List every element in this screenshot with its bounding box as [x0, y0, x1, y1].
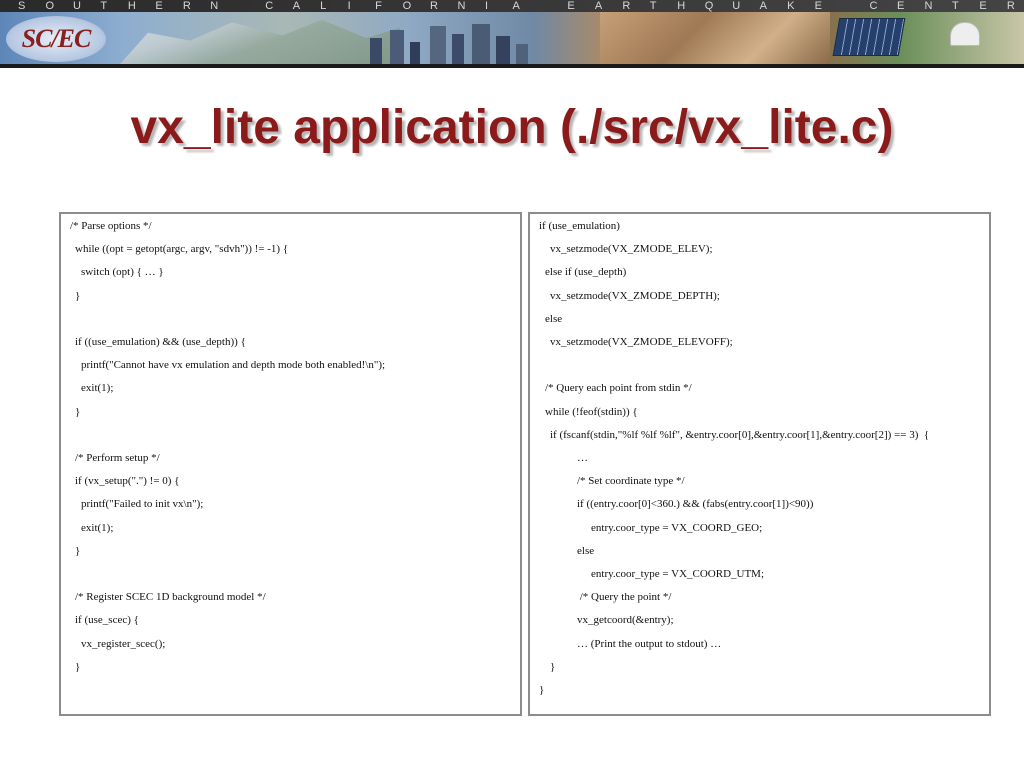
code-line: vx_setzmode(VX_ZMODE_ELEVOFF); [550, 336, 733, 348]
banner-letter: K [787, 0, 795, 12]
code-line: vx_setzmode(VX_ZMODE_DEPTH); [550, 289, 720, 302]
code-line: vx_setzmode(VX_ZMODE_ELEV); [550, 243, 713, 256]
banner-letter [540, 0, 541, 12]
banner-letter: E [567, 0, 575, 12]
rocks-people-image [600, 12, 830, 64]
banner-letter: R [622, 0, 631, 12]
gps-dome-image [950, 22, 980, 46]
banner-letter: A [759, 0, 767, 12]
code-line: if (vx_setup(".") != 0) { [75, 475, 180, 488]
code-line: else [577, 544, 595, 557]
solar-panel-image [833, 18, 906, 56]
code-line: … [577, 452, 588, 464]
mountain-image [120, 12, 400, 64]
banner-letter: N [457, 0, 466, 12]
banner-letter: C [265, 0, 274, 12]
code-line: exit(1); [81, 521, 114, 534]
banner-letter: T [649, 0, 657, 12]
code-line: printf("Cannot have vx emulation and depth mode both enabled!\n"); [81, 359, 386, 372]
code-line: /* Query each point from stdin */ [545, 382, 692, 395]
code-line: … (Print the output to stdout) … [577, 637, 722, 650]
banner-letter: N [924, 0, 933, 12]
banner-letter: A [512, 0, 520, 12]
code-line: } [75, 289, 81, 302]
code-line: if (fscanf(stdin,"%lf %lf %lf", &entry.coor[0],&entry.coor[1],&entry.coor[2]) == 3) { [550, 428, 930, 441]
left-code-box [59, 212, 522, 716]
banner-letter [842, 0, 843, 12]
code-line: } [550, 660, 556, 673]
banner-letter: A [594, 0, 603, 12]
code-line: /* Parse options */ [70, 220, 152, 232]
code-line: entry.coor_type = VX_COORD_UTM; [591, 568, 765, 580]
banner-letter: Q [704, 0, 714, 12]
banner-letter: I [484, 0, 489, 12]
banner-letter: H [127, 0, 136, 12]
banner-letter: A [292, 0, 301, 12]
code-line: printf("Failed to init vx\n"); [81, 498, 204, 511]
code-line: /* Register SCEC 1D background model */ [75, 591, 266, 604]
scec-logo: SC/EC [6, 16, 106, 62]
banner-letter: S [18, 0, 26, 12]
banner-letter: C [869, 0, 878, 12]
banner-letter: F [375, 0, 382, 12]
code-line: } [75, 405, 81, 418]
banner-letter: O [45, 0, 55, 12]
slide-title: vx_lite application (./src/vx_lite.c) [130, 101, 894, 154]
banner-letter: L [320, 0, 327, 12]
banner-photo-strip [0, 12, 1024, 64]
banner-letter: U [72, 0, 81, 12]
code-line: } [75, 660, 81, 673]
banner-letter: I [347, 0, 351, 12]
banner-letter: E [155, 0, 163, 12]
code-line: switch (opt) { … } [81, 266, 164, 279]
banner-text-bar [0, 0, 1024, 12]
code-line: /* Set coordinate type */ [577, 475, 685, 488]
right-code-box [528, 212, 991, 716]
banner-letter: E [979, 0, 987, 12]
banner-letter: E [897, 0, 905, 12]
banner-letter: H [677, 0, 686, 12]
code-line: exit(1); [81, 382, 114, 395]
banner-letter: R [182, 0, 191, 12]
code-line: vx_getcoord(&entry); [577, 614, 674, 627]
code-line: if ((use_emulation) && (use_depth)) { [75, 336, 246, 348]
code-line: /* Perform setup */ [75, 452, 160, 464]
banner-letter: R [430, 0, 438, 12]
banner [0, 0, 1024, 68]
code-line: else [545, 312, 563, 325]
banner-divider [0, 64, 1024, 68]
banner-letter: T [951, 0, 959, 12]
code-line: if (use_scec) { [75, 614, 139, 627]
banner-letter: T [100, 0, 108, 12]
banner-letter: O [402, 0, 412, 12]
city-skyline-image [360, 24, 560, 64]
code-line: while ((opt = getopt(argc, argv, "sdvh")) != -1) { [75, 243, 289, 256]
code-line: vx_register_scec(); [81, 637, 166, 650]
code-line: /* Query the point */ [577, 591, 672, 604]
banner-letter: U [732, 0, 741, 12]
banner-letter: R [1006, 0, 1015, 12]
code-line: while (!feof(stdin)) { [545, 405, 638, 418]
code-line: if (use_emulation) [539, 220, 620, 232]
code-line: entry.coor_type = VX_COORD_GEO; [591, 521, 763, 534]
banner-letter: N [210, 0, 219, 12]
code-line: } [75, 544, 81, 557]
banner-letter [238, 0, 239, 12]
code-line: } [539, 684, 545, 696]
code-line: else if (use_depth) [545, 266, 627, 279]
code-line: if ((entry.coor[0]<360.) && (fabs(entry.coor[1])<90)) [577, 498, 814, 511]
banner-letter: E [814, 0, 822, 12]
